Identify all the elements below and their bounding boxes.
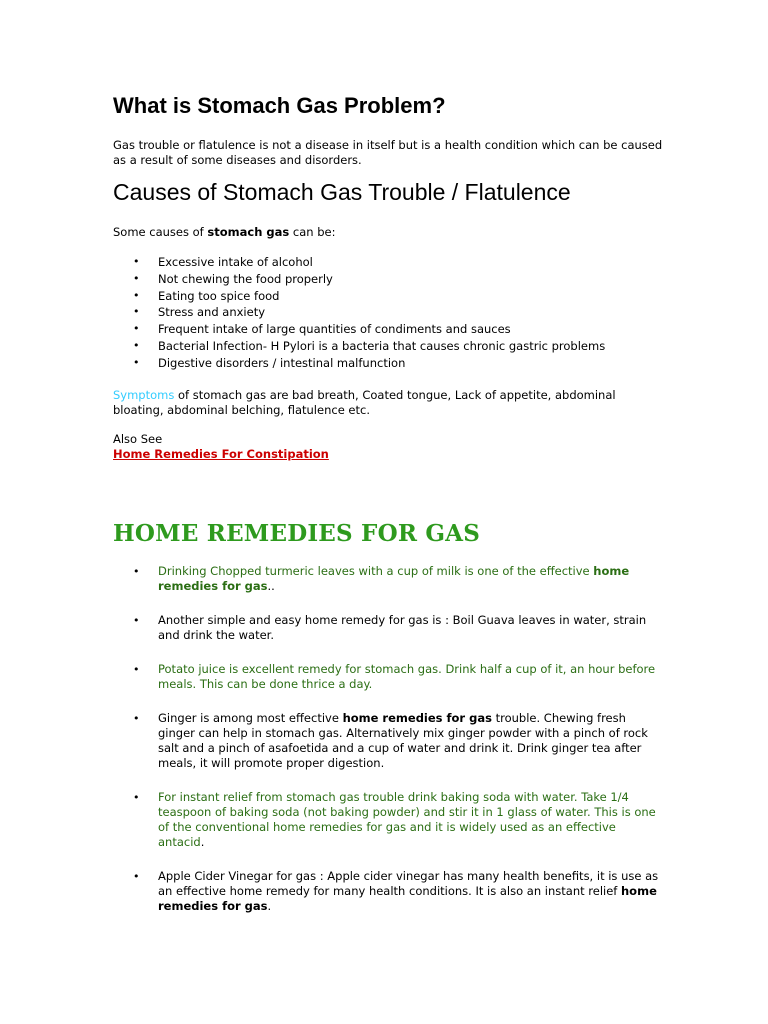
- list-item: [113, 304, 663, 321]
- remedy-text: Drinking Chopped turmeric leaves with a cup of milk is one of the effective: [158, 563, 594, 578]
- bullet-icon: •: [133, 564, 140, 578]
- intro-paragraph: Gas trouble or flatulence is not a disease in itself but is a health condition which can be caused as a result of some diseases and disorders.: [113, 138, 663, 167]
- lead-bold: stomach gas: [207, 225, 290, 239]
- list-item: [113, 321, 663, 338]
- bullet-icon: •: [133, 322, 140, 336]
- constipation-remedies-link[interactable]: Home Remedies For Constipation: [113, 446, 329, 461]
- remedy-item: [113, 869, 663, 914]
- remedy-text-end: ..: [267, 578, 275, 593]
- causes-heading: Causes of Stomach Gas Trouble / Flatulence: [113, 179, 571, 205]
- causes-list: [113, 254, 663, 372]
- also-see-label: Also See: [113, 431, 163, 446]
- remedy-item: [113, 711, 663, 771]
- bullet-icon: •: [133, 305, 140, 319]
- remedy-item: [113, 790, 663, 850]
- remedy-text: Ginger is among most effective: [158, 710, 343, 725]
- bullet-icon: •: [133, 613, 140, 627]
- list-item-text: Bacterial Infection- H Pylori is a bacteria that causes chronic gastric problems: [158, 338, 606, 353]
- list-item-text: Frequent intake of large quantities of condiments and sauces: [158, 322, 511, 337]
- bullet-icon: •: [133, 711, 140, 725]
- list-item: [113, 288, 663, 305]
- list-item-text: Stress and anxiety: [158, 305, 266, 320]
- bullet-icon: •: [133, 790, 140, 804]
- symptoms-text: of stomach gas are bad breath, Coated tongue, Lack of appetite, abdominal bloating, abdominal belching, flatulence etc.: [113, 387, 616, 417]
- lead-text: Some causes of: [113, 225, 208, 239]
- remedy-text-end: .: [267, 898, 272, 913]
- remedy-bold: home remedies for gas: [158, 883, 657, 913]
- bullet-icon: •: [133, 662, 140, 676]
- bullet-icon: •: [133, 355, 140, 369]
- remedy-text: For instant relief from stomach gas trouble drink baking soda with water. Take 1/4 teaspoon of baking soda (not baking powder) and stir it in 1 glass of water. This is one of the conventional home remedies for gas and it is widely used as an effective antacid: [158, 789, 656, 849]
- remedy-bold: home remedies for gas: [158, 563, 630, 593]
- bullet-icon: •: [133, 255, 140, 268]
- bullet-icon: •: [133, 338, 140, 352]
- bullet-icon: •: [133, 869, 140, 883]
- remedy-text: Another simple and easy home remedy for gas is : Boil Guava leaves in water, strain and drink the water.: [158, 612, 647, 642]
- remedy-text-end: trouble. Chewing fresh ginger can help in stomach gas. Alternatively mix ginger powder with a pinch of rock salt and a pinch of asafoetida and a cup of water and drink it. Drink ginger tea after meals, it will promote proper digestion.: [158, 710, 648, 770]
- list-item-text: Digestive disorders / intestinal malfunction: [158, 355, 406, 370]
- remedy-text: Potato juice is excellent remedy for stomach gas. Drink half a cup of it, an hour before meals. This can be done thrice a day.: [158, 661, 656, 691]
- remedy-bold: home remedies for gas: [342, 710, 492, 725]
- list-item: [113, 338, 663, 355]
- symptoms-keyword: Symptoms: [113, 387, 175, 402]
- remedies-heading: HOME REMEDIES FOR GAS: [113, 519, 481, 547]
- also-see-block: [113, 432, 663, 462]
- list-item: [113, 355, 663, 372]
- list-item: [113, 254, 663, 271]
- list-item-text: Not chewing the food properly: [158, 271, 333, 286]
- remedy-text: Apple Cider Vinegar for gas : Apple cider vinegar has many health benefits, it is use as an effective home remedy for many health conditions. It is also an instant relief: [158, 868, 659, 898]
- lead-text-end: can be:: [289, 225, 336, 239]
- bullet-icon: •: [133, 288, 140, 302]
- bullet-icon: •: [133, 271, 140, 285]
- list-item-text: Eating too spice food: [158, 288, 280, 303]
- page-title: What is Stomach Gas Problem?: [113, 93, 446, 118]
- list-item-text: Excessive intake of alcohol: [158, 255, 313, 269]
- symptoms-paragraph: [113, 388, 663, 418]
- remedy-item: [113, 662, 663, 692]
- remedy-item: [113, 564, 663, 594]
- list-item: [113, 271, 663, 288]
- remedies-list: [113, 564, 663, 914]
- causes-lead: [113, 225, 663, 240]
- remedy-item: [113, 613, 663, 643]
- article: [113, 92, 663, 933]
- remedy-text-end: .: [200, 834, 205, 849]
